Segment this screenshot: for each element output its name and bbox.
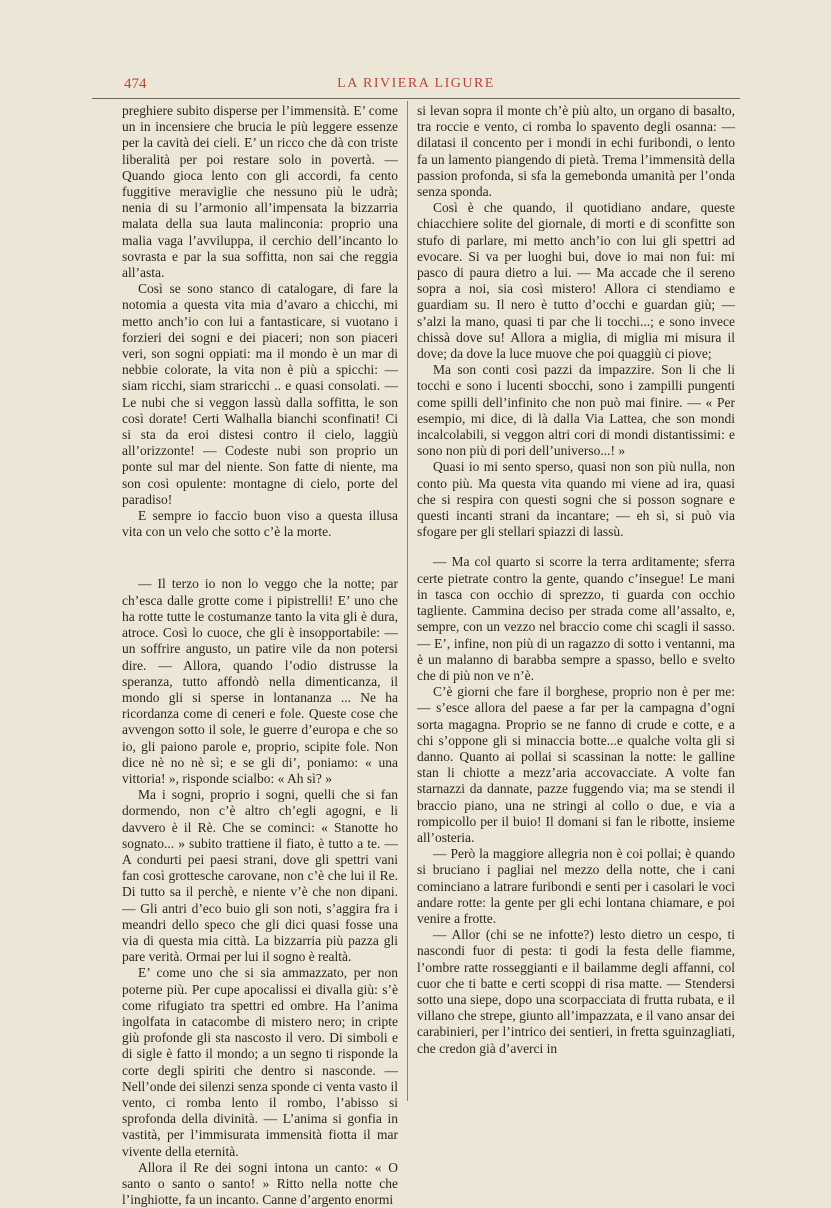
- section-break: [417, 540, 735, 554]
- section-break: [122, 540, 398, 576]
- left-column: [122, 103, 398, 1208]
- paragraph: — Però la maggiore allegria non è coi pollai; è quando si bruciano i pagliai nel mezzo della notte, che i cani cominciano a latrare furibondi e senti per i casolari le voci andare rotte: la gente per gli echi lontana chiamare, e poi venire a frotte.: [417, 846, 735, 926]
- paragraph: — Il terzo io non lo veggo che la notte; par ch’esca dalle grotte come i pipistrelli! E’ uno che ha rotte tutte le costumanze tanto la vita gli è dura, atroce. Così lo cuoce, che gli è insopportabile: — un soffrire angusto, un patire vile da non potersi dire. — Allora, quando l’odio distrusse la speranza, tutto affondò nella dimenticanza, il mondo gli si sperse in lontananza ... Ne ha ricordanza come di ceneri e fole. Queste cose che avvengon sotto il sole, le guerre d’europa e che so io, gli paiono parole e, proprio, scipite fole. Non dice nè no nè sì; e se gli di’, poniamo: « una vittoria! », risponde scialbo: « Ah sì? »: [122, 576, 398, 786]
- paragraph: Ma i sogni, proprio i sogni, quelli che si fan dormendo, non c’è altro ch’egli agogni, e li davvero è il Rè. Che se cominci: « Stanotte ho sognato... » subito trattiene il fiato, è tutto a te. — A condurti pei paesi strani, dove gli spettri vani fan così grottesche carovane, non c’è che lui il Re. Di tutto sa il perchè, e niente v’è che non dipani. — Gli antri d’eco buio gli son noti, s’aggira fra i meandri dello speco che gli dici quasi fosse una via di questa mia città. La bizzarria più pazza gli pare verità. Ormai per lui il sogno è realtà.: [122, 787, 398, 965]
- paragraph: si levan sopra il monte ch’è più alto, un organo di basalto, tra roccie e vento, ci romba lo spavento degli osanna: — dilatasi il concento per i mondi in echi furibondi, o lento fa un lamento piangendo di pietà. Trema l’immensità della passion profonda, si sfa la gemebonda umanità per l’onda senza sponda.: [417, 103, 735, 200]
- running-title: LA RIVIERA LIGURE: [337, 76, 495, 91]
- paragraph: Allora il Re dei sogni intona un canto: « O santo o santo o santo! » Ritto nella notte che l’inghiotte, fa un incanto. Canne d’argento enormi: [122, 1159, 398, 1208]
- paragraph: Così è che quando, il quotidiano andare, queste chiacchiere solite del giornale, di morti e di sconfitte son stufo di parlare, mi metto anch’io con lui gli spettri ad evocare. Si va per luoghi bui, dove io mai non fui: mi pasco di paura dietro a lui. — Ma accade che il sereno sopra a noi, sia così mistero! Allora ci stendiamo e guardiam su. Il nero è tutto d’occhi e guardan giù; — s’alzi la mano, quasi ti par che li tocchi...; e sono invece chissà dove su! Allora a miglia, di miglia mi misura il dove; da dove la luce muove che poi quaggiù ci piove;: [417, 200, 735, 362]
- page-header: [92, 74, 740, 99]
- paragraph: E sempre io faccio buon viso a questa illusa vita con un velo che sotto c’è la morte.: [122, 508, 398, 540]
- paragraph: Quasi io mi sento sperso, quasi non son più nulla, non conto più. Ma questa vita quando mi viene ad ira, quasi che si respira con questi sogni che si posson sognare e questi incanti strani da incantare; — eh sì, si può via sfogare per gli stellari spiazzi di lassù.: [417, 459, 735, 540]
- paragraph: Ma son conti così pazzi da impazzire. Son li che li tocchi e sono i lucenti sbocchi, sono i zampilli pungenti come spilli dell’infinito che non può mai finire. — « Per esempio, mi dice, di là dalla Via Lattea, che son mondi incalcolabili, si veggon altri cori di mondi distantissimi: e sono non più di pori dell’universo...! »: [417, 362, 735, 459]
- paragraph: Così se sono stanco di catalogare, di fare la notomia a questa vita mia d’avaro a chicchi, mi metto anch’io con lui a fantasticare, si vuotano i forzieri dei sogni e dei piaceri; non son piaceri veri, son sogni oppiati: ma il mondo è un mar di nebbie colorate, la vita non è più a spicchi: — siam ricchi, siam straricchi .. e quasi consolati. — Le nubi che si veggon lassù dalla soffitta, le son così dorate! Certi Walhalla bianchi sconfinati! Ci si sta da eroi distesi contro il cielo, laggiù all’orizzonte! — Codeste nubi son proprio un ponte sul mar del niente. Son fatte di niente, ma son così opulente: montagne di cielo, porte del paradiso!: [122, 281, 398, 507]
- page-number: 474: [124, 76, 147, 92]
- paragraph: — Allor (chi se ne infotte?) lesto dietro un cespo, ti nascondi fuor di pesta: ti godi la festa delle fiamme, l’ombre ratte rosseggianti e il bailamme degli affanni, col cuor che ti batte e certi scoppi di risa matte. — Stendersi sotto una siepe, dopo una scorpacciata di frutta rubata, e il villano che strepe, giunto all’impazzata, e il vano ansar dei carabinieri, per l’intrico dei sentieri, in fretta sguinzagliati, che credon già d’averci in: [417, 927, 735, 1056]
- paragraph: E’ come uno che si sia ammazzato, per non poterne più. Per cupe apocalissi ei divalla giù: s’è come rifugiato tra spettri ed ombre. Ha l’anima ingolfata in catacombe di mistero nero; in cripte giù profonde gli sta nascosto il vero. Di simboli e di sigle è fatto il mondo; a un segno ti risponde la corte degli spiriti che dentro si nasconde. — Nell’onde dei silenzi senza sponde ci venta vasto il vento, ci romba lento il rombo, l’abisso si sprofonda della divinità. — L’anima si gonfia in vastità, per l’immisurata immensità fiotta il mar vivente della eternità.: [122, 965, 398, 1159]
- right-column: [417, 103, 735, 1057]
- paragraph: preghiere subito disperse per l’immensità. E’ come un in incensiere che brucia le più leggere essenze per la cavità dei cieli. E’ un ricco che dà con triste liberalità per poi restare solo in povertà. — Quando gioca lento con gli accordi, fa cento fuggitive meraviglie che nessuno più le udrà; nenia di su l’armonio all’impensata la bizzarria malata della sua lauta malinconia: proprio una malia vaga l’avviluppa, il cerchio dell’incanto lo sovrasta e par la sua soffitta, non sai che reggia all’asta.: [122, 103, 398, 281]
- column-divider: [407, 101, 408, 1101]
- paragraph: — Ma col quarto si scorre la terra arditamente; sferra certe pietrate contro la gente, quando c’insegue! Le mani in tasca con occhio di sprezzo, ti guarda con occhio tagliente. Cammina deciso per strada come all’assalto, e, sempre, con un vezzo nel braccio come chi scagli il sasso. — E’, infine, non più di un ragazzo di sotto i ventanni, ma è un malanno di barabba sempre a spasso, bello e svelto che di più non ve n’è.: [417, 554, 735, 683]
- paragraph: C’è giorni che fare il borghese, proprio non è per me: — s’esce allora del paese a far per la campagna d’ogni sorta magagna. Proprio se ne fanno di crude e cotte, e a chi s’oppone gli si minaccia botte...e qualche volta gli si danno. Quanto ai pollai si scassinan la notte: le galline stan li chiotte a mezz’aria accovacciate. A volte fan starnazzi da dannate, pazze fuggendo via; ma se stendi il braccio piano, una ne stringi al collo o due, e via a rompicollo per il buio! Il domani si fan le ribotte, insieme all’osteria.: [417, 684, 735, 845]
